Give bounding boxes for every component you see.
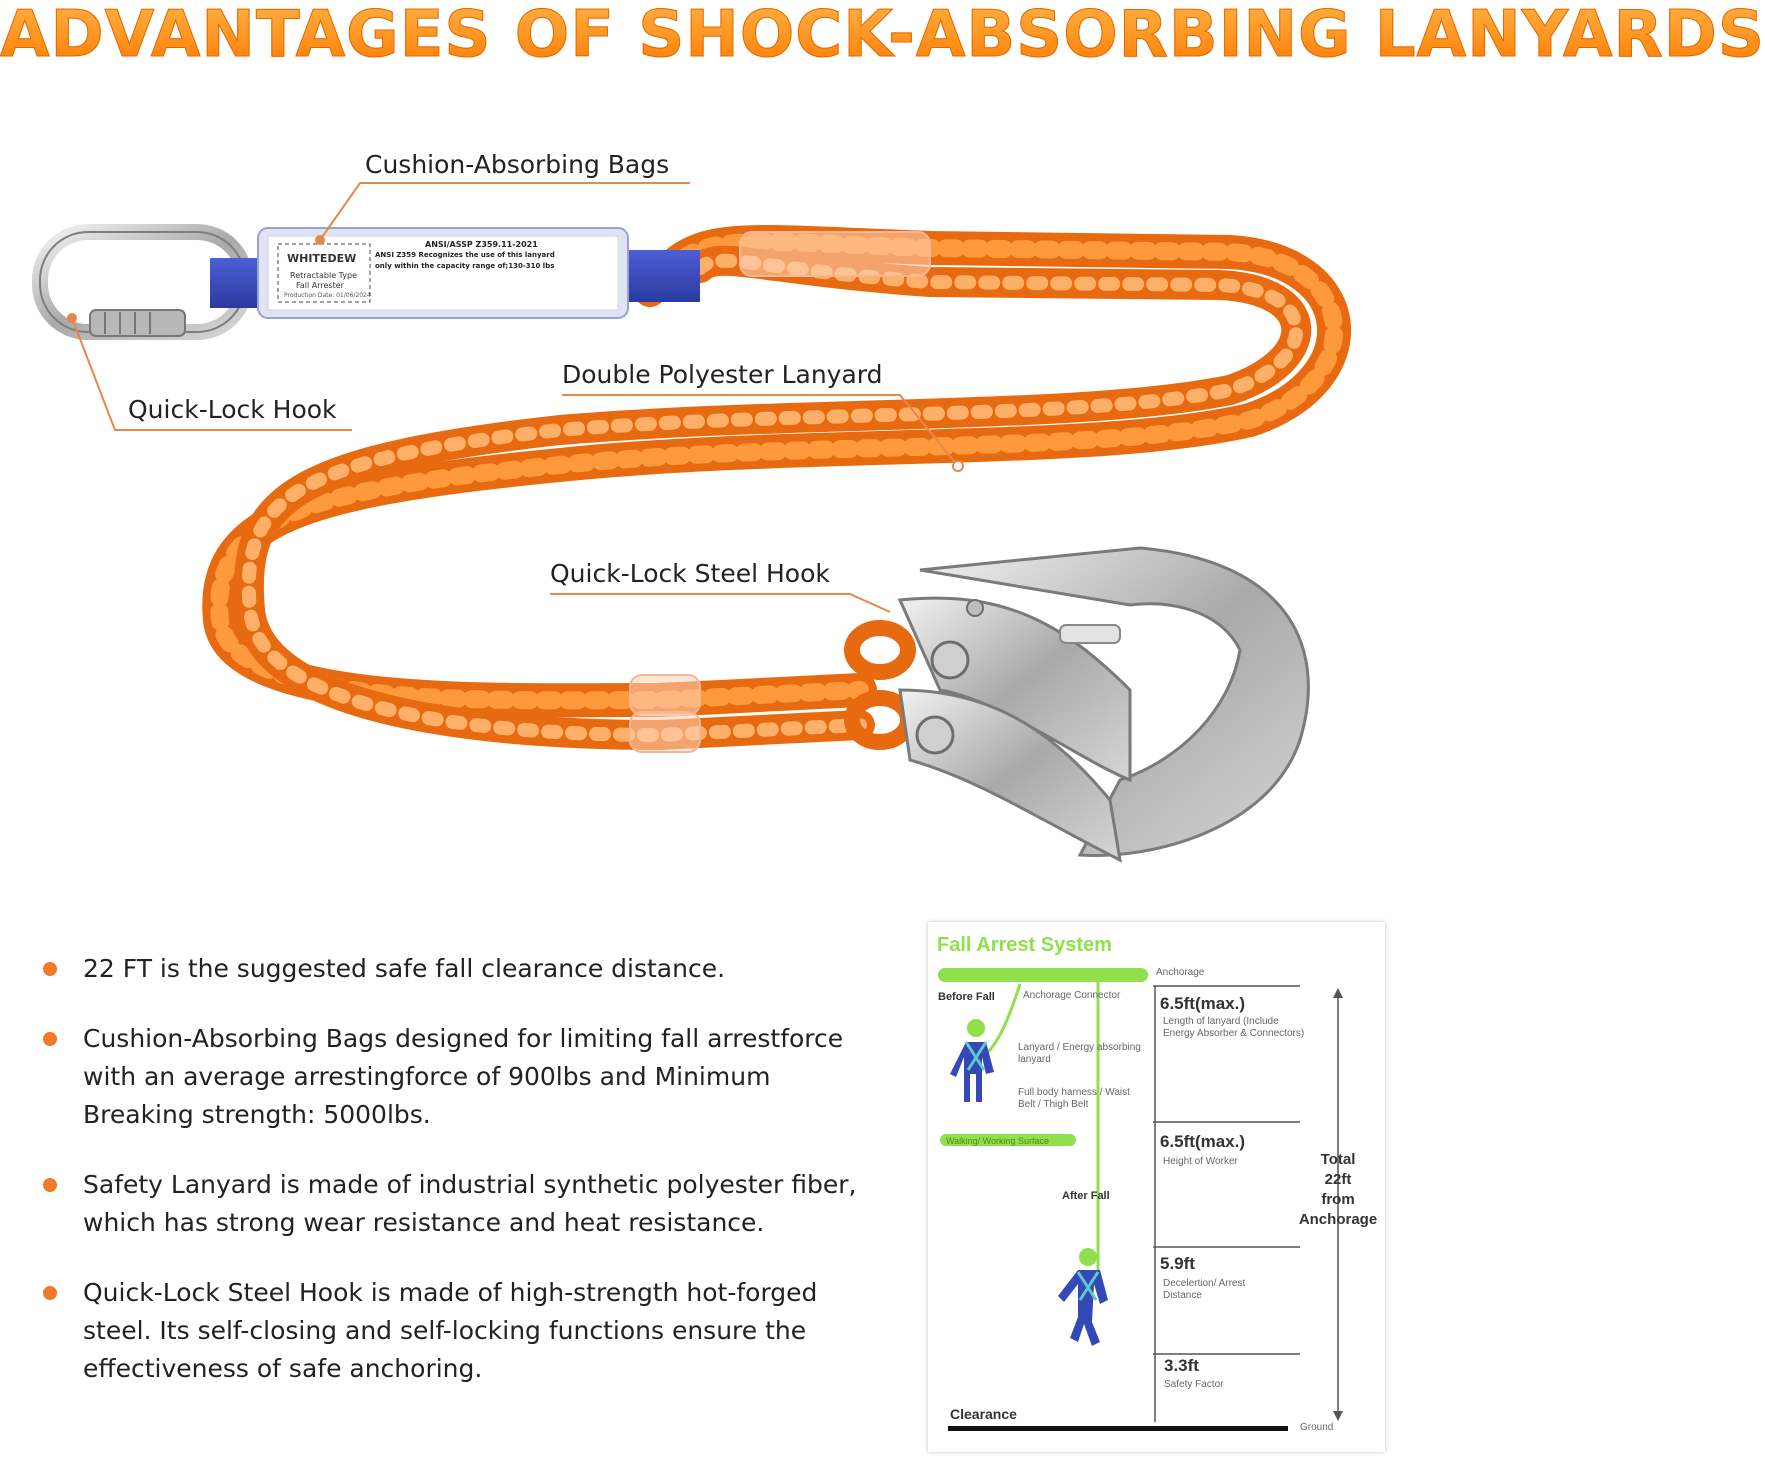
segment-deceleration-desc: Decelertion/ Arrest Distance — [1163, 1278, 1246, 1301]
total-line: Total — [1320, 1151, 1356, 1168]
worker-after-fall-icon — [1058, 1248, 1108, 1346]
segment-lanyard-desc: Length of lanyard (Include Energy Absorber & Connectors) — [1163, 1016, 1305, 1039]
diagram-title: Fall Arrest System — [937, 934, 1112, 956]
page-title: ADVANTAGES OF SHOCK-ABSORBING LANYARDS — [0, 0, 1765, 72]
harness-note: Full body harness / Waist Belt / Thigh Belt — [1018, 1087, 1130, 1110]
bullet-dot-icon — [43, 962, 57, 976]
quick-lock-steel-hook — [900, 548, 1308, 860]
steel-hook-callout-line — [550, 594, 890, 612]
segment-safety-value: 3.3ft — [1164, 1356, 1199, 1375]
callout-cushion-absorbing-bags: Cushion-Absorbing Bags — [365, 150, 670, 179]
worker-before-fall-icon — [950, 1019, 994, 1102]
segment-safety-desc: Safety Factor — [1164, 1379, 1224, 1390]
segment-lanyard-value: 6.5ft(max.) — [1160, 994, 1246, 1013]
anchorage-label: Anchorage — [1156, 967, 1205, 978]
fall-arrest-diagram — [928, 922, 1385, 1452]
before-fall-label: Before Fall — [938, 991, 995, 1003]
segment-worker-desc: Height of Worker — [1163, 1156, 1238, 1167]
feature-item: Quick-Lock Steel Hook is made of high-strength hot-forged steel. Its self-closing and self-locking functions ensure the effectiveness of safe anchoring. — [40, 1274, 860, 1388]
callout-quick-lock-steel-hook: Quick-Lock Steel Hook — [550, 559, 830, 588]
clearance-label: Clearance — [950, 1406, 1017, 1422]
bullet-dot-icon — [43, 1178, 57, 1192]
feature-item: Cushion-Absorbing Bags designed for limiting fall arrestforce with an average arrestingforce of 900lbs and Minimum Breaking strength: 5000lbs. — [40, 1020, 860, 1134]
label-date: Production Date: 01/06/2024 — [284, 292, 371, 299]
feature-item: 22 FT is the suggested safe fall clearance distance. — [40, 950, 860, 988]
feature-item: Safety Lanyard is made of industrial synthetic polyester fiber, which has strong wear resistance and heat resistance. — [40, 1166, 860, 1242]
label-line1: ANSI Z359 Recognizes the use of this lanyard — [375, 251, 555, 259]
segment-worker-value: 6.5ft(max.) — [1160, 1132, 1246, 1151]
after-fall-label: After Fall — [1062, 1190, 1110, 1202]
bullet-dot-icon — [43, 1032, 57, 1046]
ground-label: Ground — [1300, 1422, 1334, 1433]
total-line: Anchorage — [1298, 1211, 1378, 1228]
total-line: 22ft — [1324, 1171, 1352, 1188]
lanyard-note: Lanyard / Energy absorbing lanyard — [1018, 1042, 1141, 1065]
total-line: from — [1321, 1191, 1355, 1208]
label-standard: ANSI/ASSP Z359.11-2021 — [425, 240, 538, 249]
total-label — [1290, 1150, 1386, 1230]
anchorage-connector-label: Anchorage Connector — [1023, 990, 1121, 1001]
label-sub2: Fall Arrester — [296, 281, 344, 290]
label-brand: WHITEDEW — [287, 252, 357, 265]
label-line2: only within the capacity range of;130-310 lbs — [375, 262, 555, 270]
segment-deceleration-value: 5.9ft — [1160, 1254, 1195, 1273]
callout-quick-lock-hook: Quick-Lock Hook — [128, 395, 337, 424]
bullet-dot-icon — [43, 1286, 57, 1300]
feature-list — [40, 950, 860, 1420]
label-sub1: Retractable Type — [290, 271, 358, 280]
callout-double-polyester-lanyard: Double Polyester Lanyard — [562, 360, 883, 389]
walking-surface-label: Walking/ Working Surface — [946, 1136, 1050, 1146]
